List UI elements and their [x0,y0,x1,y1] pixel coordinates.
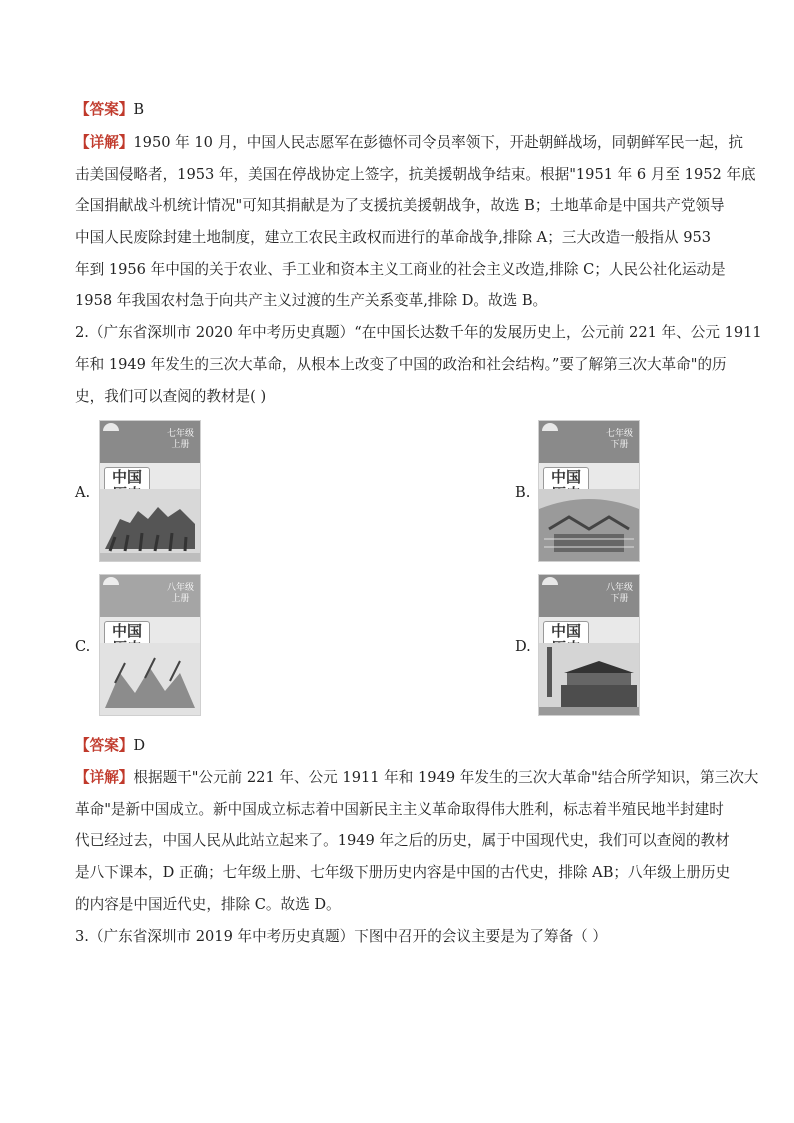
q2-stem-line-2: 年和 1949 年发生的三次大革命，从根本上改变了中国的政治和社会结构。”要了解第三次大革命"的历 [75,356,727,373]
q1-detail-line-1 [75,133,743,153]
q2-detail-tag: 【详解】 [75,769,134,786]
q1-detail-line-3: 全国捐献战斗机统计情况"可知其捐献是为了支援抗美援朝战争，故选 B；土地革命是中国共产党领导 [75,197,725,214]
cover-grade: 七年级 [605,429,633,439]
cover-volume: 上册 [171,594,190,604]
q1-answer-value: B [133,101,145,118]
terracotta-horses-image [100,489,200,561]
q2-answer-value: D [133,737,146,754]
battle-scene-image [100,643,200,715]
q1-answer-tag: 【答案】 [75,101,134,118]
option-d-book-cover[interactable] [538,574,640,716]
cover-grade: 八年级 [605,583,633,593]
cover-grade-volume [167,583,194,605]
q2-detail-line-4: 是八下课本，D 正确；七年级上册、七年级下册历史内容是中国的古代史，排除 AB；八年级上册历史 [75,864,731,881]
q2-stem-line-1: 2.（广东省深圳市 2020 年中考历史真题）“在中国长达数千年的发展历史上，公元前 221 年、公元 1911 [75,324,762,341]
q1-answer-line [75,100,144,120]
q3-stem-line: 3.（广东省深圳市 2019 年中考历史真题）下图中召开的会议主要是为了筹备（ ） [75,928,607,945]
q2-detail-text-1: 根据题干"公元前 221 年、公元 1911 年和 1949 年发生的三次大革命"结合所学知识，第三次大 [133,769,759,786]
q2-answer-tag: 【答案】 [75,737,134,754]
q2-stem-line-3: 史，我们可以查阅的教材是( ) [75,388,267,405]
q2-detail-line-2: 革命"是新中国成立。新中国成立标志着中国新民主主义革命取得伟大胜利，标志着半殖民地半封建时 [75,801,724,818]
option-c-book-cover[interactable] [99,574,201,716]
q1-detail-line-5: 年到 1956 年中国的关于农业、手工业和资本主义工商业的社会主义改造,排除 C；人民公社化运动是 [75,261,726,278]
qingming-scroll-image [539,489,639,561]
option-c-label[interactable]: C. [75,638,91,655]
cover-title: 中国 [104,467,150,505]
cover-grade-volume [167,429,194,451]
option-a-book-cover[interactable] [99,420,201,562]
cover-volume: 上册 [171,440,190,450]
q2-answer-line [75,736,145,756]
cover-title: 中国 [543,467,589,505]
cover-volume: 下册 [610,440,629,450]
option-b-book-cover[interactable] [538,420,640,562]
q1-detail-line-4: 中国人民废除封建土地制度，建立工农民主政权而进行的革命战争,排除 A；三大改造一般指从 953 [75,229,712,246]
cover-grade: 七年级 [166,429,194,439]
cover-grade: 八年级 [166,583,194,593]
q1-detail-tag: 【详解】 [75,134,134,151]
cover-grade-volume [606,429,633,451]
tiananmen-image [539,643,639,715]
option-a-label[interactable]: A. [75,484,91,501]
option-b-label[interactable]: B. [515,484,531,501]
q1-detail-text-1: 1950 年 10 月，中国人民志愿军在彭德怀司令员率领下，开赴朝鲜战场，同朝鲜军民一起，抗 [133,134,743,151]
q1-detail-line-6: 1958 年我国农村急于向共产主义过渡的生产关系变革,排除 D。故选 B。 [75,292,548,309]
q1-detail-line-2: 击美国侵略者，1953 年，美国在停战协定上签字，抗美援朝战争结束。根据"1951 年 6 月至 1952 年底 [75,166,756,183]
cover-volume: 下册 [610,594,629,604]
cover-title: 中国 [543,621,589,659]
option-d-label[interactable]: D. [515,638,531,655]
q2-detail-line-3: 代已经过去，中国人民从此站立起来了。1949 年之后的历史，属于中国现代史，我们可以查阅的教材 [75,832,730,849]
q2-detail-line-1 [75,768,758,788]
cover-title: 中国 [104,621,150,659]
cover-grade-volume [606,583,633,605]
q2-detail-line-5: 的内容是中国近代史，排除 C。故选 D。 [75,896,341,913]
